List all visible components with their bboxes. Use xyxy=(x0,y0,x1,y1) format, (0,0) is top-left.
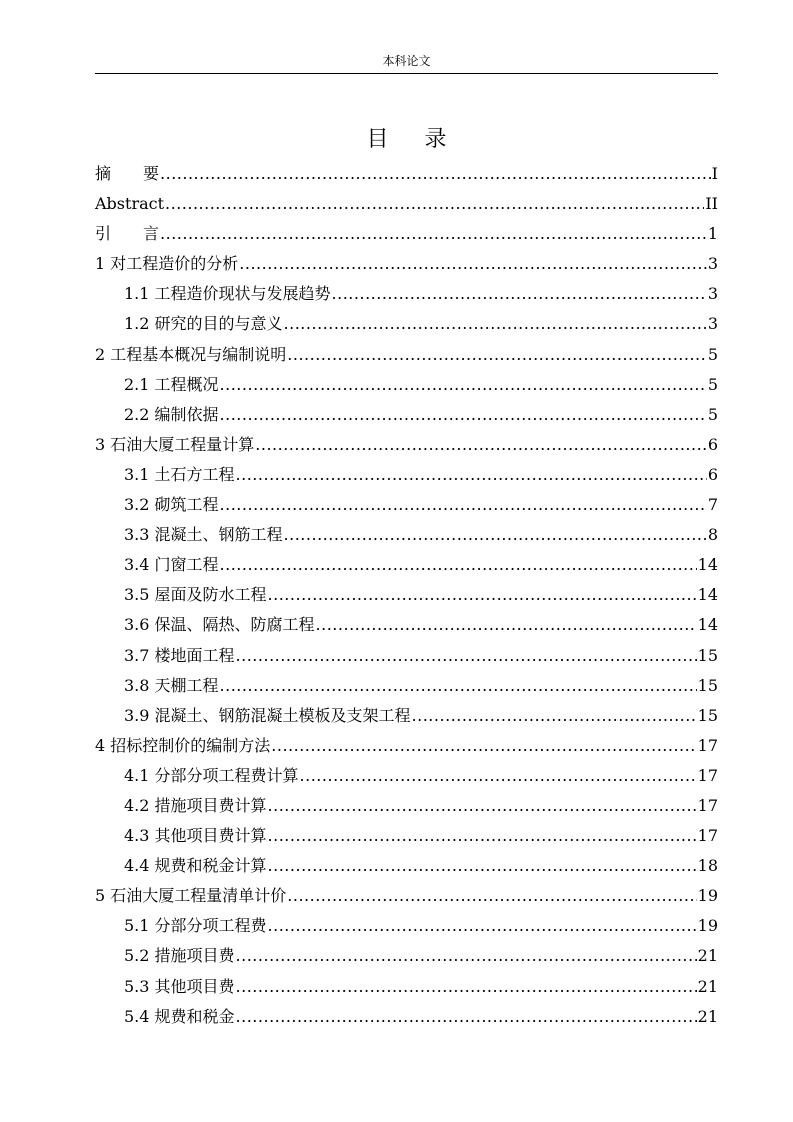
toc-entry-page: 17 xyxy=(697,765,718,785)
toc-title-left: 目 xyxy=(366,127,389,152)
toc-entry-page: 7 xyxy=(707,495,718,515)
toc-entry-page: 1 xyxy=(707,224,718,244)
toc-entry-page: 15 xyxy=(697,645,718,665)
toc-entry-page: 14 xyxy=(697,585,718,605)
toc-leader-dots xyxy=(220,671,697,701)
toc-leader-dots xyxy=(268,580,697,610)
toc-entry-page: 15 xyxy=(697,705,718,725)
toc-leader-dots xyxy=(236,972,697,1002)
toc-entry-label: 2.1 工程概况 xyxy=(124,374,219,394)
toc-title xyxy=(95,126,718,154)
toc-entry-label: 3.9 混凝土、钢筋混凝土模板及支架工程 xyxy=(124,705,411,725)
toc-entry-page: 15 xyxy=(697,675,718,695)
toc-entry[interactable] xyxy=(95,249,718,279)
toc-leader-dots xyxy=(220,550,697,580)
toc-entry-label: 摘 要 xyxy=(95,164,160,183)
toc-leader-dots xyxy=(271,731,696,761)
toc-entry[interactable] xyxy=(95,641,718,671)
toc-entry-label: 5.3 其他项目费 xyxy=(124,976,235,996)
toc-leader-dots xyxy=(268,911,697,941)
toc-entry[interactable] xyxy=(95,520,718,550)
toc-leader-dots xyxy=(284,520,707,550)
toc-entry-label: 3.4 门窗工程 xyxy=(124,555,219,575)
toc-entry[interactable] xyxy=(95,460,718,490)
toc-entry-page: 8 xyxy=(707,525,718,545)
toc-leader-dots xyxy=(300,761,697,791)
toc-entry-page: 3 xyxy=(707,314,718,334)
toc-leader-dots xyxy=(268,851,697,881)
toc-title-right: 录 xyxy=(424,127,447,152)
toc-entry-page: 19 xyxy=(697,916,718,936)
toc-entry[interactable] xyxy=(95,610,718,640)
toc-leader-dots xyxy=(236,641,697,671)
toc-leader-dots xyxy=(236,941,697,971)
toc-entry-label: 3.6 保温、隔热、防腐工程 xyxy=(124,615,315,635)
toc-entry-label: 3.7 楼地面工程 xyxy=(124,645,235,665)
toc-entry[interactable] xyxy=(95,731,718,761)
running-header: 本科论文 xyxy=(382,54,431,68)
toc-entry[interactable] xyxy=(95,972,718,1002)
toc-entry[interactable] xyxy=(95,189,718,219)
toc-entry-page: 19 xyxy=(697,886,718,906)
toc-entry-label: 4.2 措施项目费计算 xyxy=(124,795,267,815)
toc-entry[interactable] xyxy=(95,370,718,400)
toc-entry-page: 17 xyxy=(697,795,718,815)
toc-leader-dots xyxy=(287,881,696,911)
toc-leader-dots xyxy=(160,159,711,189)
toc-leader-dots xyxy=(332,279,707,309)
toc-entry[interactable] xyxy=(95,309,718,339)
toc-entry[interactable] xyxy=(95,791,718,821)
toc-entry-page: 5 xyxy=(707,374,718,394)
toc-entry[interactable] xyxy=(95,580,718,610)
toc-entry-page: 6 xyxy=(707,434,718,454)
toc-leader-dots xyxy=(316,610,697,640)
toc-entry-page: 21 xyxy=(697,1006,718,1026)
toc-leader-dots xyxy=(220,490,707,520)
toc-entry[interactable] xyxy=(95,881,718,911)
toc-entry-page: 18 xyxy=(697,856,718,876)
toc-entry-page: 6 xyxy=(707,464,718,484)
toc-entry-page: 17 xyxy=(697,826,718,846)
toc-leader-dots xyxy=(287,340,707,370)
toc-leader-dots xyxy=(412,701,697,731)
toc-entry-label: 3.5 屋面及防水工程 xyxy=(124,585,267,605)
toc-entry[interactable] xyxy=(95,430,718,460)
toc-entry-page: 3 xyxy=(707,284,718,304)
toc-entry-page: II xyxy=(705,194,718,214)
toc-entry[interactable] xyxy=(95,490,718,520)
toc-entry[interactable] xyxy=(95,550,718,580)
toc-entry[interactable] xyxy=(95,279,718,309)
toc-entry-label: 3.2 砌筑工程 xyxy=(124,495,219,515)
toc-entry-label: 4.1 分部分项工程费计算 xyxy=(124,765,299,785)
toc-entry[interactable] xyxy=(95,400,718,430)
toc-leader-dots xyxy=(220,400,707,430)
toc-entry-page: 14 xyxy=(697,615,718,635)
table-of-contents xyxy=(95,159,718,1032)
toc-entry-label: 3 石油大厦工程量计算 xyxy=(95,434,255,454)
toc-entry-page: 21 xyxy=(697,946,718,966)
toc-entry[interactable] xyxy=(95,340,718,370)
toc-entry-page: 21 xyxy=(697,976,718,996)
toc-entry-label: 1.2 研究的目的与意义 xyxy=(124,314,283,334)
toc-leader-dots xyxy=(239,249,707,279)
toc-entry-label: 4 招标控制价的编制方法 xyxy=(95,735,271,755)
toc-entry[interactable] xyxy=(95,761,718,791)
toc-entry-label: 2 工程基本概况与编制说明 xyxy=(95,344,287,364)
toc-entry-label: 4.4 规费和税金计算 xyxy=(124,856,267,876)
toc-leader-dots xyxy=(220,370,707,400)
toc-entry[interactable] xyxy=(95,911,718,941)
toc-entry-label: 引 言 xyxy=(95,224,160,244)
toc-entry-label: 3.3 混凝土、钢筋工程 xyxy=(124,525,283,545)
toc-entry-page: 17 xyxy=(697,735,718,755)
toc-leader-dots xyxy=(236,1002,697,1032)
toc-entry-page: 14 xyxy=(697,555,718,575)
toc-entry-label: 3.1 土石方工程 xyxy=(124,464,235,484)
toc-entry-label: 5.2 措施项目费 xyxy=(124,946,235,966)
toc-entry-label: 4.3 其他项目费计算 xyxy=(124,826,267,846)
toc-leader-dots xyxy=(255,430,707,460)
toc-entry-label: 5.4 规费和税金 xyxy=(124,1006,235,1026)
toc-entry[interactable] xyxy=(95,219,718,249)
toc-entry-label: 3.8 天棚工程 xyxy=(124,675,219,695)
toc-entry-label: Abstract xyxy=(95,194,165,214)
toc-leader-dots xyxy=(268,791,697,821)
toc-entry-label: 1.1 工程造价现状与发展趋势 xyxy=(124,284,331,304)
toc-entry-label: 1 对工程造价的分析 xyxy=(95,254,239,274)
header-rule xyxy=(95,73,718,74)
toc-entry[interactable] xyxy=(95,1002,718,1032)
toc-entry[interactable] xyxy=(95,941,718,971)
toc-entry-label: 5.1 分部分项工程费 xyxy=(124,916,267,936)
toc-leader-dots xyxy=(165,189,704,219)
toc-entry-page: 5 xyxy=(707,344,718,364)
toc-entry[interactable] xyxy=(95,821,718,851)
toc-entry-page: I xyxy=(711,164,718,183)
toc-leader-dots xyxy=(236,460,707,490)
toc-leader-dots xyxy=(284,309,707,339)
toc-leader-dots xyxy=(160,219,707,249)
toc-entry[interactable] xyxy=(95,159,718,189)
toc-entry[interactable] xyxy=(95,851,718,881)
toc-entry-label: 5 石油大厦工程量清单计价 xyxy=(95,886,287,906)
toc-entry[interactable] xyxy=(95,671,718,701)
toc-entry-label: 2.2 编制依据 xyxy=(124,404,219,424)
toc-entry-page: 3 xyxy=(707,254,718,274)
toc-entry-page: 5 xyxy=(707,404,718,424)
toc-leader-dots xyxy=(268,821,697,851)
toc-entry[interactable] xyxy=(95,701,718,731)
